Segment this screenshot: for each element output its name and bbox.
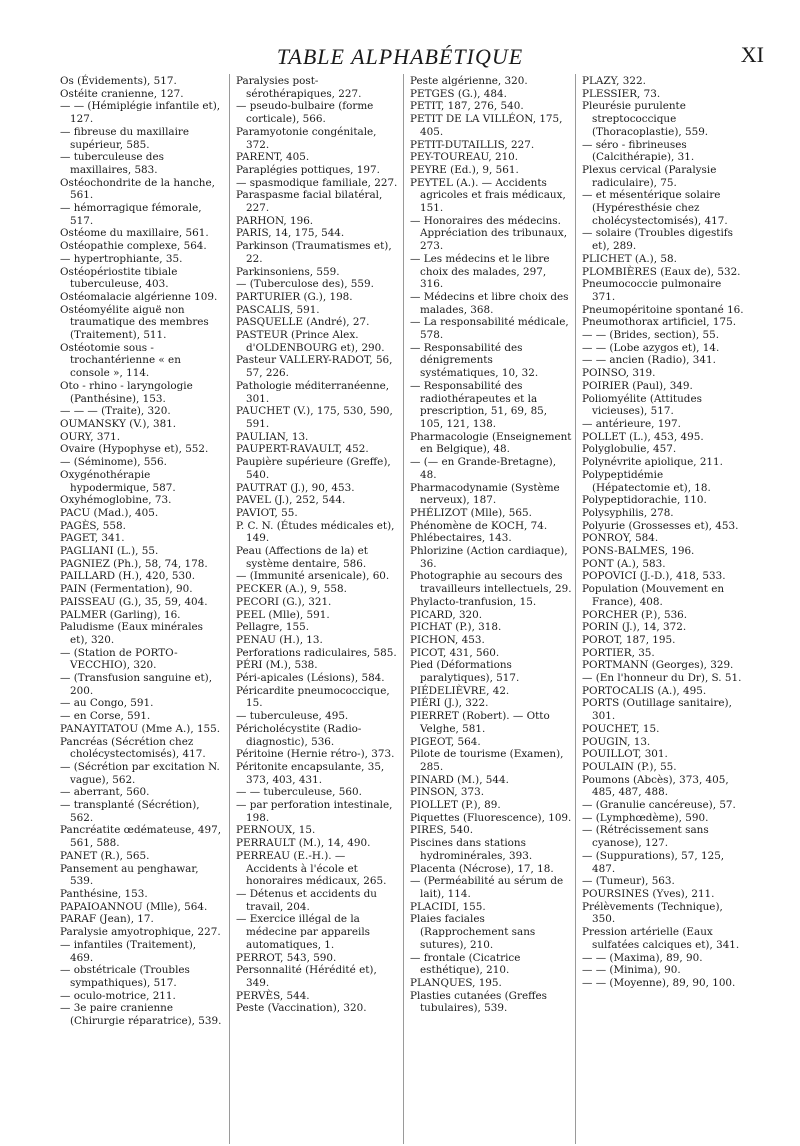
index-entry: — oculo-motrice, 211. [60,989,176,1002]
index-entry: Ostéomalacie algérienne 109. [60,290,218,303]
index-entry: Pneumococcie pulmonaire 371. [582,278,722,303]
index-entry: PICHON, 453. [410,633,485,646]
index-entry: PETIT, 187, 276, 540. [410,100,524,113]
page-title: TABLE ALPHABÉTIQUE [276,44,524,69]
index-entry: — pseudo-bulbaire (forme corticale), 566. [236,100,374,126]
index-entry: PARIS, 14, 175, 544. [236,227,345,240]
index-entry: — spasmodique familiale, 227. [236,176,398,189]
index-entry: POROT, 187, 195. [582,633,676,646]
index-entry: Pansement au penghawar, 539. [60,862,199,888]
index-entry: Ostéopériostite tibiale tuberculeuse, 403. [60,265,178,291]
index-entry: PANAYITATOU (Mme A.), 155. [60,722,221,735]
index-entry: PARHON, 196. [236,214,314,227]
index-entry: Oto - rhino - laryngologie (Panthésine), 153. [60,379,193,405]
index-entry: Paralysies post-sérothérapiques, 227. [236,75,362,100]
index-entry: PONT (A.), 583. [582,557,666,570]
index-entry: Ostéopathie complexe, 564. [60,240,207,253]
index-entry: PASCALIS, 591. [236,303,320,316]
index-entry: Photographie au secours des travailleurs intellectuels, 29. [410,570,572,596]
index-entry: Polynévrite apiolique, 211. [582,456,723,469]
index-entry: PICARD, 320. [410,608,483,621]
index-entry: — Honoraires des médecins. Appréciation des tribunaux, 273. [410,214,567,253]
index-entry: Paramyotonie congénitale, 372. [236,125,377,151]
index-entry: — La responsabilité médicale, 578. [410,316,569,342]
index-entry: Phylacto-tranfusion, 15. [410,595,537,608]
index-entry: PIOLLET (P.), 89. [410,799,501,812]
index-entry: — — (Moyenne), 89, 90, 100. [582,976,736,989]
index-entry: Oxyhémoglobine, 73. [60,494,172,507]
index-entry: Phénomène de KOCH, 74. [410,519,548,532]
index-entry: PAGNIEZ (Ph.), 58, 74, 178. [60,557,208,570]
index-entry: Phlébectaires, 143. [410,532,512,545]
column-divider [575,74,576,1144]
index-entry: PARAF (Jean), 17. [60,913,154,926]
index-entry: Pancréatite œdémateuse, 497, 561, 588. [60,824,222,850]
index-entry: PETIT DE LA VILLÉON, 175, 405. [410,113,563,138]
index-entry: Piquettes (Fluorescence), 109. [410,811,572,824]
index-entry: Prélèvements (Technique), 350. [582,900,723,926]
index-entry: Polyurie (Grossesses et), 453. [582,519,739,532]
index-entry: — — ancien (Radio), 341. [582,354,716,367]
index-entry: PARENT, 405. [236,151,310,164]
index-entry: Os (Évidements), 517. [60,75,177,87]
index-entry: Polyglobulie, 457. [582,443,677,456]
index-entry: — (Perméabilité au sérum de lait), 114. [410,875,564,900]
index-entry: PAGÈS, 558. [60,519,126,532]
index-entry: PECORI (G.), 321. [236,595,332,608]
index-entry: Panthésine, 153. [60,888,148,900]
index-entry: Plaies faciales (Rapprochement sans sutures), 210. [410,913,536,951]
index-entry: Poumons (Abcès), 373, 405, 485, 487, 488. [582,773,729,799]
index-entry: PLICHET (A.), 58. [582,252,677,265]
index-entry: Peste algérienne, 320. [410,75,528,87]
index-entry: PEEL (Mlle), 591. [236,608,330,621]
index-entry: Ostéite cranienne, 127. [60,87,184,100]
index-entry: PÉRI (M.), 538. [236,659,318,672]
index-entry: Péricardite pneumococcique, 15. [236,684,390,710]
index-entry: — — (Minima), 90. [582,964,681,977]
index-entry: — — tuberculeuse, 560. [236,786,362,799]
index-entry: PERROT, 543, 590. [236,951,337,964]
index-entry: — (Séminome), 556. [60,456,167,469]
index-entry: — (Immunité arsenicale), 60. [236,570,390,583]
index-entry: POULAIN (P.), 55. [582,760,677,773]
index-entry: — Responsabilité des dénigrements systématiques, 10, 32. [410,341,539,380]
index-entry: — séro - fibrineuses (Calcithérapie), 31. [582,138,695,164]
index-entry: Pilote de tourisme (Examen), 285. [410,748,564,773]
index-entry: Paludisme (Eaux minérales et), 320. [60,621,204,646]
index-entry: — — (Brides, section), 55. [582,329,720,342]
index-entry: Pasteur VALLERY-RADOT, 56, 57, 226. [236,354,393,380]
index-entry: PONROY, 584. [582,532,659,545]
index-entry: PHÉLIZOT (Mlle), 565. [410,506,532,519]
index-entry: Personnalité (Hérédité et), 349. [236,964,377,989]
index-entry: POINSO, 319. [582,367,656,380]
index-entry: PALMER (Garling), 16. [60,608,181,621]
index-entry: Phlorizine (Action cardiaque), 36. [410,545,568,570]
index-entry: — hypertrophiante, 35. [60,252,183,265]
index-entry: Pied (Déformations paralytiques), 517. [410,659,520,685]
index-entry: Poliomyélite (Attitudes vicieuses), 517. [582,392,702,418]
index-entry: PAUCHET (V.), 175, 530, 590, 591. [236,405,393,430]
index-entry: PIERRET (Robert). — Otto Velghe, 581. [410,710,550,735]
index-entry: Pneumopéritoine spontané 16. [582,303,744,316]
index-entry: PEYTEL (A.). — Accidents agricoles et frais médicaux, 151. [410,176,566,215]
index-entry: PAPAIOANNOU (Mlle), 564. [60,900,208,913]
index-entry: Paralysie amyotrophique, 227. [60,926,221,939]
index-entry: PETGES (G.), 484. [410,87,507,100]
index-entry: — Responsabilité des radiothérapeutes et la prescription, 51, 69, 85, 105, 121, 138. [410,379,548,430]
index-entry: PAULIAN, 13. [236,430,309,443]
index-entry: PANET (R.), 565. [60,849,150,862]
index-column-1 [60,75,222,1028]
index-entry: POLLET (L.), 453, 495. [582,430,704,443]
index-entry: PAVEL (J.), 252, 544. [236,494,346,507]
index-entry: Péritoine (Hernie rétro-), 373. [236,748,395,761]
index-entry: PORTOCALIS (A.), 495. [582,684,707,697]
index-entry: Pression artérielle (Eaux sulfatées calciques et), 341. [582,926,740,951]
index-entry: Ostéochondrite de la hanche, 561. [60,176,215,202]
index-entry: PASTEUR (Prince Alex. d'OLDENBOURG et), 290. [236,329,385,354]
index-entry: — antérieure, 197. [582,417,681,430]
index-entry: — (Tuberculose des), 559. [236,278,374,291]
index-entry: PAIN (Fermentation), 90. [60,583,193,596]
index-entry: PORTIER, 35. [582,646,655,659]
index-entry: Pellagre, 155. [236,621,310,634]
index-column-4 [582,75,744,990]
index-entry: PLANQUES, 195. [410,976,502,989]
index-entry: PLOMBIÈRES (Eaux de), 532. [582,265,741,278]
index-entry: POIRIER (Paul), 349. [582,379,693,392]
index-entry: — (Sécrétion par excitation N. vague), 562. [60,760,220,786]
index-entry: — (Rétrécissement sans cyanose), 127. [582,824,709,850]
index-entry: — Exercice illégal de la médecine par appareils automatiques, 1. [236,913,370,951]
index-entry: — (Lymphœdème), 590. [582,811,709,824]
index-entry: — Détenus et accidents du travail, 204. [236,888,377,913]
index-entry: PAGLIANI (L.), 55. [60,545,159,558]
index-entry: — — (Maxima), 89, 90. [582,951,703,964]
index-entry: PORIN (J.), 14, 372. [582,621,687,634]
index-entry: Population (Mouvement en France), 408. [582,583,725,608]
index-entry: PICHAT (P.), 318. [410,621,502,634]
index-entry: — — (Hémiplégie infantile et), 127. [60,100,221,126]
column-divider [403,74,404,1144]
index-entry: PAVIOT, 55. [236,506,298,519]
index-entry: Pharmacodynamie (Système nerveux), 187. [410,481,560,507]
index-entry: POURSINES (Yves), 211. [582,888,715,900]
index-entry: — — — (Traite), 320. [60,405,171,418]
index-entry: Péritonite encapsulante, 35, 373, 403, 431. [236,760,385,786]
index-entry: POUILLOT, 301. [582,748,668,761]
index-entry: PASQUELLE (André), 27. [236,316,370,329]
index-entry: PAUPERT-RAVAULT, 452. [236,443,369,456]
index-entry: — et mésentérique solaire (Hypéresthésie chez cholécystectomisés), 417. [582,189,728,227]
index-entry: — 3e paire cranienne (Chirurgie réparatrice), 539. [60,1002,222,1028]
index-entry: — tuberculeuse, 495. [236,710,349,723]
index-entry: PAISSEAU (G.), 35, 59, 404. [60,595,208,608]
index-entry: PIÉDELIÈVRE, 42. [410,684,510,697]
index-entry: — hémorragique fémorale, 517. [60,202,202,227]
index-entry: Pharmacologie (Enseignement en Belgique), 48. [410,430,572,456]
index-column-2 [236,75,398,1015]
index-entry: Pneumothorax artificiel, 175. [582,316,737,329]
index-entry: — obstétricale (Troubles sympathiques), 517. [60,964,190,989]
index-entry: — frontale (Cicatrice esthétique), 210. [410,951,521,977]
index-entry: PORTS (Outillage sanitaire), 301. [582,697,732,723]
index-entry: — par perforation intestinale, 198. [236,799,393,824]
index-entry: — (Station de PORTO-VECCHIO), 320. [60,646,178,672]
index-entry: PETIT-DUTAILLIS, 227. [410,138,535,151]
index-entry: Ostéomyélite aiguë non traumatique des membres (Traitement), 511. [60,303,209,342]
index-entry: POUGIN, 13. [582,735,651,748]
index-entry: Parkinson (Traumatismes et), 22. [236,240,392,265]
index-entry: Polysyphilis, 278. [582,506,674,519]
index-entry: OURY, 371. [60,430,121,443]
index-entry: Plexus cervical (Paralysie radiculaire), 75. [582,163,717,189]
index-entry: PORTMANN (Georges), 329. [582,659,734,672]
index-entry: PAUTRAT (J.), 90, 453. [236,481,355,494]
index-entry: Pleurésie purulente streptococcique (Thoracoplastie), 559. [582,100,709,138]
index-entry: PINSON, 373. [410,786,484,799]
index-entry: Oxygénothérapie hypodermique, 587. [60,468,176,494]
index-entry: PONS-BALMES, 196. [582,545,695,558]
index-entry: PECKER (A.), 9, 558. [236,583,347,596]
index-entry: Péri-apicales (Lésions), 584. [236,672,385,685]
index-entry: — (Transfusion sanguine et), 200. [60,672,213,697]
index-entry: — tuberculeuse des maxillaires, 583. [60,151,164,176]
index-entry: PERREAU (E.-H.). — Accidents à l'école et honoraires médicaux, 265. [236,849,387,888]
index-entry: Ovaire (Hypophyse et), 552. [60,443,209,456]
index-entry: OUMANSKY (V.), 381. [60,417,177,430]
index-entry: — transplanté (Sécrétion), 562. [60,799,200,824]
index-entry: Plasties cutanées (Greffes tubulaires), 539. [410,989,547,1015]
index-entry: Paupière supérieure (Greffe), 540. [236,456,391,481]
index-entry: — solaire (Troubles digestifs et), 289. [582,227,733,253]
index-entry: Pathologie méditerranéenne, 301. [236,379,390,405]
index-entry: PEY-TOUREAU, 210. [410,151,519,164]
index-entry: — (Tumeur), 563. [582,875,675,888]
index-entry: PIÉRI (J.), 322. [410,697,489,710]
index-entry: — (— en Grande-Bretagne), 48. [410,456,557,481]
index-entry: PERVÈS, 544. [236,989,310,1002]
column-divider [229,74,230,1144]
index-entry: Perforations radiculaires, 585. [236,646,397,659]
index-entry: POUCHET, 15. [582,722,660,735]
index-entry: PLAZY, 322. [582,75,646,87]
index-entry: — (Granulie cancéreuse), 57. [582,799,736,812]
index-entry: Peste (Vaccination), 320. [236,1002,367,1015]
page-number: XI [740,42,764,67]
index-entry: Polypeptidorachie, 110. [582,494,707,507]
index-entry: — fibreuse du maxillaire supérieur, 585. [60,125,190,151]
index-column-3 [410,75,572,1015]
index-entry: PEYRE (Ed.), 9, 561. [410,163,519,176]
index-entry: Paraspasme facial bilatéral, 227. [236,189,383,215]
index-entry: PIRES, 540. [410,824,473,837]
index-entry: — en Corse, 591. [60,710,151,723]
index-entry: PAGET, 341. [60,532,125,545]
index-entry: PICOT, 431, 560. [410,646,500,659]
index-entry: Pancréas (Sécrétion chez cholécystectomisés), 417. [60,735,206,761]
index-entry: Polypeptidémie (Hépatectomie et), 18. [582,468,711,494]
index-entry: PENAU (H.), 13. [236,633,323,646]
index-entry: PLESSIER, 73. [582,87,661,100]
index-entry: PLACIDI, 155. [410,900,486,913]
index-entry: PORCHER (P.), 536. [582,608,688,621]
index-entry: — Médecins et libre choix des malades, 368. [410,290,569,316]
index-entry: PINARD (M.), 544. [410,773,509,786]
index-entry: — (Suppurations), 57, 125, 487. [582,849,725,875]
index-entry: PERRAULT (M.), 14, 490. [236,837,371,850]
index-entry: Parkinsoniens, 559. [236,265,340,278]
index-entry: PIGEOT, 564. [410,735,481,748]
index-entry: POPOVICI (J.-D.), 418, 533. [582,570,726,583]
index-entry: PAILLARD (H.), 420, 530. [60,570,196,583]
index-entry: Paraplégies pottiques, 197. [236,163,380,176]
index-entry: Péricholécystite (Radio-diagnostic), 536. [236,722,362,748]
index-entry: — au Congo, 591. [60,697,154,710]
index-entry: Ostéotomie sous - trochantérienne « en console », 114. [60,341,181,380]
index-entry: — aberrant, 560. [60,786,150,799]
index-entry: PACU (Mad.), 405. [60,506,159,519]
index-entry: Peau (Affections de la) et système dentaire, 586. [236,545,368,570]
index-entry: PARTURIER (G.), 198. [236,290,353,303]
index-entry: Piscines dans stations hydrominérales, 393. [410,837,533,862]
index-entry: Ostéome du maxillaire, 561. [60,227,209,240]
index-entry: PERNOUX, 15. [236,824,316,837]
index-entry: — — (Lobe azygos et), 14. [582,341,720,354]
index-entry: Placenta (Nécrose), 17, 18. [410,862,554,875]
index-entry: P. C. N. (Études médicales et), 149. [236,519,395,545]
index-entry: — (En l'honneur du Dr), S. 51. [582,672,742,685]
index-entry: — Les médecins et le libre choix des malades, 297, 316. [410,252,550,291]
index-entry: — infantiles (Traitement), 469. [60,938,197,964]
